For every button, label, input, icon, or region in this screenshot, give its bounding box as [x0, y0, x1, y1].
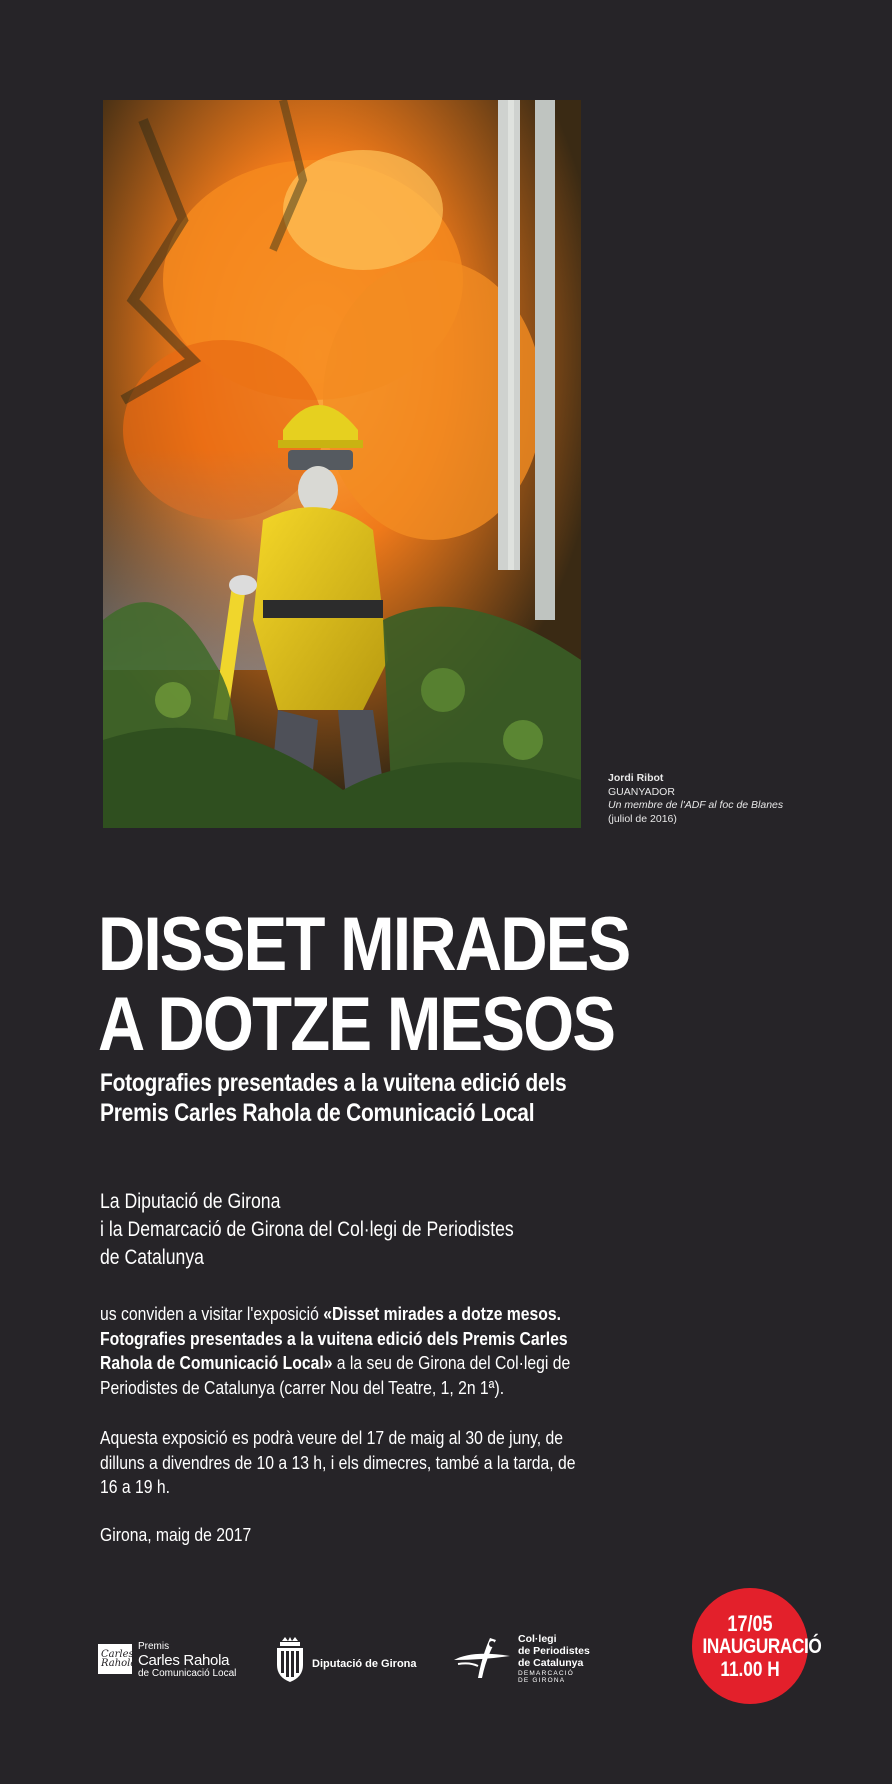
title-line-2: A DOTZE MESOS: [98, 982, 615, 1067]
photo-illustration: [103, 100, 581, 828]
title-line-1: DISSET MIRADES: [98, 902, 630, 987]
invitation-line-1-text: us conviden a visitar l'exposició: [100, 1303, 324, 1324]
firefighter-photo: [103, 100, 581, 828]
rahola-logo-line-1: Premis: [138, 1641, 170, 1652]
page-subtitle: [100, 1068, 570, 1128]
photo-caption: [608, 772, 838, 826]
badge-text: [702, 1611, 822, 1682]
signature-mark: Carles Rahola: [101, 1649, 137, 1669]
invitation-line-1-bold: «Disset mirades a dotze mesos.: [323, 1303, 562, 1324]
hosts-block: [100, 1188, 570, 1272]
invitation-line-3-text: a la seu de Girona del Col·legi de: [332, 1352, 571, 1373]
place-date: Girona, maig de 2017: [100, 1524, 252, 1545]
caption-award: GUANYADOR: [608, 785, 675, 798]
badge-date: 17/05: [727, 1611, 773, 1636]
inauguration-badge: [692, 1588, 822, 1704]
collegi-logo-line-4: DEMARCACIÓ DE GIRONA: [518, 1670, 575, 1684]
badge-time: 11.00 H: [720, 1658, 780, 1681]
collegi-logo-line-3: de Catalunya: [518, 1657, 584, 1669]
rahola-logo-line-3: de Comunicació Local: [138, 1668, 237, 1679]
invitation-line-4: Periodistes de Catalunya (carrer Nou del Teatre, 1, 2n 1ª).: [100, 1376, 505, 1398]
badge-event: INAUGURACIÓ: [702, 1635, 822, 1658]
invitation-line-3: [100, 1351, 593, 1376]
invitation-line-1: [100, 1302, 593, 1327]
caption-work-title: Un membre de l'ADF al foc de Blanes: [608, 799, 784, 811]
caption-author: Jordi Ribot: [608, 772, 664, 784]
hosts-line-3: de Catalunya: [100, 1246, 204, 1269]
collegi-periodistes-logo: [452, 1632, 602, 1684]
diputacio-logo-name: Diputació de Girona: [312, 1658, 417, 1670]
pen-nib-icon: [452, 1636, 512, 1680]
schedule-line-3: 16 a 19 h.: [100, 1476, 170, 1497]
schedule-line-1: Aquesta exposició es podrà veure del 17 de maig al 30 de juny, de: [100, 1427, 564, 1448]
subtitle-line-1: Fotografies presentades a la vuitena edició dels: [100, 1069, 567, 1097]
collegi-logo-line-2: de Periodistes: [518, 1645, 590, 1657]
schedule-paragraph: [100, 1426, 593, 1500]
hosts-line-1: La Diputació de Girona: [100, 1190, 281, 1213]
invitation-paragraph: [100, 1302, 593, 1400]
schedule-line-2: dilluns a divendres de 10 a 13 h, i els dimecres, també a la tarda, de: [100, 1451, 576, 1473]
page-title: [98, 902, 630, 1067]
subtitle-line-2: Premis Carles Rahola de Comunicació Local: [100, 1099, 535, 1127]
invitation-line-3-bold: Rahola de Comunicació Local»: [100, 1352, 333, 1373]
collegi-logo-line-1: Col·legi: [518, 1633, 557, 1645]
shield-icon: [274, 1637, 306, 1683]
hosts-line-2: i la Demarcació de Girona del Col·legi de Periodistes: [100, 1218, 514, 1241]
caption-date: (juliol de 2016): [608, 812, 677, 825]
carles-rahola-signature-icon: [98, 1644, 137, 1674]
premis-carles-rahola-logo: [98, 1640, 248, 1680]
rahola-logo-line-2: Carles Rahola: [138, 1652, 230, 1669]
invitation-line-2: [100, 1327, 593, 1352]
diputacio-girona-logo: [274, 1637, 424, 1683]
invitation-line-2-bold: Fotografies presentades a la vuitena edició dels Premis Carles: [100, 1327, 568, 1349]
